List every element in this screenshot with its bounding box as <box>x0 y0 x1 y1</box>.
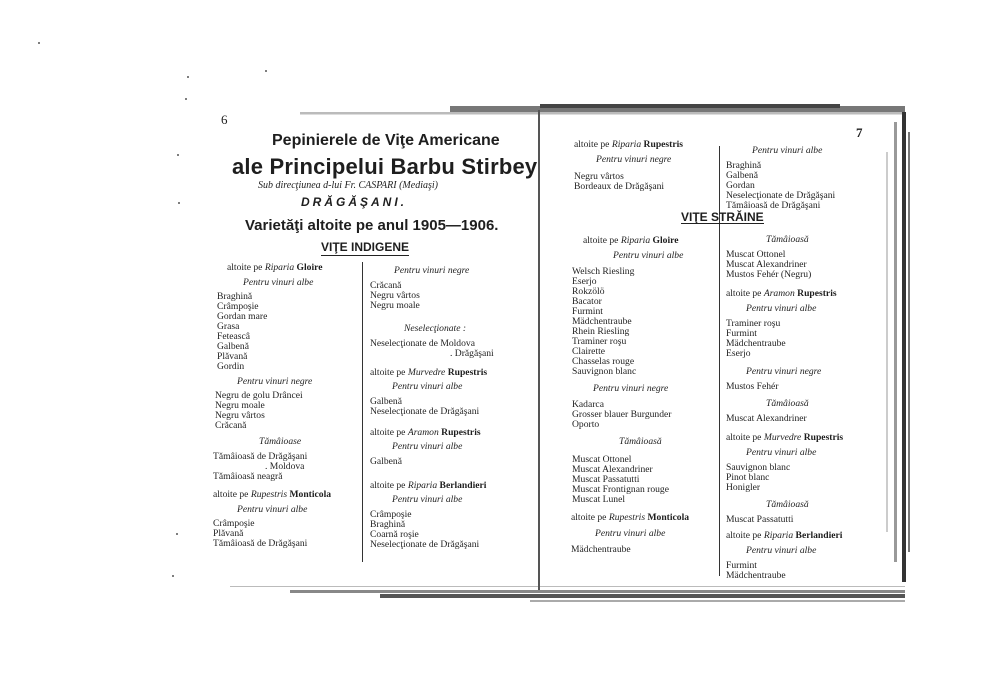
left-column-1 <box>213 262 332 549</box>
subheading: Pentru vinuri negre <box>237 376 313 387</box>
list-item: Negru vârtos <box>370 290 420 301</box>
list-item: Negru vârtos <box>574 171 624 182</box>
list-item: Tămâioasă de Drăgăşani <box>213 451 308 462</box>
list-item: Neselecţionate de Drăgăşani <box>726 190 836 201</box>
list-item: . Moldova <box>265 461 305 472</box>
list-item: Crâmpoşie <box>370 509 412 520</box>
list-item: Crăcană <box>215 420 247 431</box>
list-item: Kadarca <box>572 399 604 410</box>
subheading: Pentru vinuri negre <box>596 154 672 165</box>
list-item: Crăcană <box>370 280 402 291</box>
list-item: Crâmpoşie <box>217 301 259 312</box>
column-divider-left <box>362 262 363 562</box>
subheading: Neselecţionate : <box>404 323 467 334</box>
list-item: Muscat Passatutti <box>572 474 640 485</box>
list-item: Mustos Fehér (Negru) <box>726 269 812 280</box>
list-item: Furmint <box>726 560 757 571</box>
grafted-on-heading: altoite pe Aramon Rupestris <box>370 427 481 438</box>
list-item: Sauvignon blanc <box>572 366 637 377</box>
list-item: Traminer roşu <box>726 318 781 329</box>
subheading: Pentru vinuri albe <box>392 381 463 392</box>
page-edge-right <box>880 112 914 582</box>
subheading: Pentru vinuri negre <box>746 366 822 377</box>
subheading: Tămâioasă <box>619 436 662 447</box>
list-item: Mustos Fehér <box>726 381 779 392</box>
list-item: Bacator <box>572 296 602 307</box>
list-item: Mädchentraube <box>571 544 631 555</box>
heading-direction: Sub direcţiunea d-lui Fr. CASPARI (Mediaşi) <box>258 180 438 191</box>
subheading: Pentru vinuri albe <box>237 504 308 515</box>
list-item: Gordin <box>217 361 245 372</box>
grafted-on-heading: altoite pe Rupestris Monticola <box>213 489 332 500</box>
page-number-left: 6 <box>221 112 228 127</box>
list-item: Eserjo <box>726 348 751 359</box>
section-foreign-vines: VIŢE STRĂINE <box>681 210 764 224</box>
scan-speck <box>265 70 267 72</box>
book-bottom-edge <box>230 584 905 608</box>
scan-speck <box>187 76 189 78</box>
subheading: Pentru vinuri negre <box>593 383 669 394</box>
grafted-on-heading: altoite pe Riparia Berlandieri <box>726 530 843 541</box>
list-item: Welsch Riesling <box>572 266 635 277</box>
list-item: Plăvană <box>213 528 244 539</box>
page-number-right: 7 <box>856 125 863 140</box>
list-item: Muscat Lunel <box>572 494 626 505</box>
scan-speck <box>38 42 40 44</box>
grafted-on-heading: altoite pe Rupestris Monticola <box>571 512 690 523</box>
list-item: Neselecţionate de Drăgăşani <box>370 539 480 550</box>
grafted-on-heading: altoite pe Riparia Berlandieri <box>370 480 487 491</box>
grafted-on-heading: altoite pe Riparia Rupestris <box>574 139 683 150</box>
subheading: Pentru vinuri albe <box>595 528 666 539</box>
list-item: . Drăgăşani <box>450 348 494 359</box>
list-item: Plăvană <box>217 351 248 362</box>
heading-nurseries: Pepinierele de Viţe Americane <box>272 132 500 149</box>
list-item: Feteascâ <box>217 331 251 342</box>
list-item: Tămâioasă de Drăgăşani <box>213 538 308 549</box>
variety-list <box>215 391 331 431</box>
list-item: Pinot blanc <box>726 472 770 483</box>
scan-speck <box>172 575 174 577</box>
grafted-on-heading: altoite pe Murvedre Rupestris <box>726 432 844 443</box>
list-item: Mädchentraube <box>572 316 632 327</box>
list-item: Muscat Frontignan rouge <box>572 484 669 495</box>
list-item: Rokzölö <box>572 286 605 297</box>
list-item: Furmint <box>726 328 757 339</box>
book-gutter <box>538 110 540 590</box>
subheading: Pentru vinuri albe <box>392 494 463 505</box>
list-item: Coarnă roşie <box>370 529 419 540</box>
list-item: Mädchentraube <box>726 570 786 581</box>
list-item: Traminer roşu <box>572 336 627 347</box>
list-item: Braghină <box>217 291 253 302</box>
heading-prince: ale Principelui Barbu Stirbey <box>232 154 538 179</box>
list-item: Rhein Riesling <box>572 326 630 337</box>
list-item: Tămâioasă de Drăgăşani <box>726 200 821 211</box>
subheading: Pentru vinuri albe <box>746 303 817 314</box>
right-column-1-top <box>574 140 683 192</box>
section-native-vines: VIŢE INDIGENE <box>321 240 410 254</box>
right-column-1 <box>571 235 690 555</box>
subheading: Tămâioasă <box>766 234 809 245</box>
list-item: Gordan <box>726 180 755 191</box>
subheading: Pentru vinuri albe <box>613 250 684 261</box>
grafted-on-heading: altoite pe Murvedre Rupestris <box>370 367 488 378</box>
list-item: Neselecţionate de Moldova <box>370 338 475 349</box>
subheading: Tămâioasă <box>766 398 809 409</box>
list-item: Galbenă <box>217 341 249 352</box>
list-item: Sauvignon blanc <box>726 462 791 473</box>
subheading: Pentru vinuri albe <box>392 441 463 452</box>
list-item: Honigler <box>726 482 761 493</box>
subheading: Pentru vinuri albe <box>752 145 823 156</box>
subheading: Pentru vinuri negre <box>394 265 470 276</box>
list-item: Muscat Passatutti <box>726 514 794 525</box>
list-item: Muscat Ottonel <box>572 454 632 465</box>
scan-speck <box>185 98 187 100</box>
scan-speck <box>178 202 180 204</box>
right-column-2 <box>726 146 843 581</box>
variety-list <box>213 452 331 482</box>
variety-list <box>213 519 331 549</box>
list-item: Muscat Ottonel <box>726 249 786 260</box>
subheading: Pentru vinuri albe <box>746 447 817 458</box>
subheading: Tămâioasă <box>766 499 809 510</box>
list-item: Negru moale <box>215 400 265 411</box>
list-item: Eserjo <box>572 276 597 287</box>
list-item: Negru moale <box>370 300 420 311</box>
list-item: Tămâioasă neagră <box>213 471 283 482</box>
book-top-edge <box>300 104 905 122</box>
list-item: Grosser blauer Burgunder <box>572 409 672 420</box>
list-item: Gordan mare <box>217 311 268 322</box>
variety-list <box>571 545 689 555</box>
list-item: Galbenă <box>370 396 402 407</box>
grafted-on-heading: altoite pe Riparia Gloire <box>227 262 323 273</box>
list-item: Clairette <box>572 346 606 357</box>
list-item: Neselecţionate de Drăgăşani <box>370 406 480 417</box>
list-item: Bordeaux de Drăgăşani <box>574 181 665 192</box>
list-item: Crâmpoşie <box>213 518 255 529</box>
list-item: Negru de golu Drâncei <box>215 390 303 401</box>
scan-speck <box>176 533 178 535</box>
heading-varieties: Varietăţi altoite pe anul 1905—1906. <box>245 217 499 234</box>
list-item: Grasa <box>217 321 240 332</box>
list-item: Galbenă <box>726 170 758 181</box>
list-item: Galbenă <box>370 456 402 467</box>
heading-place: DRĂGĂŞANI. <box>301 195 408 209</box>
variety-list <box>572 455 689 505</box>
grafted-on-heading: altoite pe Aramon Rupestris <box>726 288 837 299</box>
scan-speck <box>177 154 179 156</box>
subheading: Pentru vinuri albe <box>746 545 817 556</box>
list-item: Mädchentraube <box>726 338 786 349</box>
variety-list <box>572 267 689 377</box>
subheading: Tămâioase <box>259 436 302 447</box>
list-item: Furmint <box>572 306 603 317</box>
list-item: Negru vârtos <box>215 410 265 421</box>
list-item: Oporto <box>572 419 600 430</box>
variety-list <box>572 400 689 430</box>
list-item: Muscat Alexandriner <box>726 259 807 270</box>
variety-list <box>217 292 331 372</box>
left-column-2 <box>370 266 494 550</box>
list-item: Muscat Alexandriner <box>572 464 653 475</box>
list-item: Braghină <box>726 160 762 171</box>
grafted-on-heading: altoite pe Riparia Gloire <box>583 235 679 246</box>
list-item: Braghină <box>370 519 406 530</box>
list-item: Chasselas rouge <box>572 356 635 367</box>
subheading: Pentru vinuri albe <box>243 277 314 288</box>
list-item: Muscat Alexandriner <box>726 413 807 424</box>
